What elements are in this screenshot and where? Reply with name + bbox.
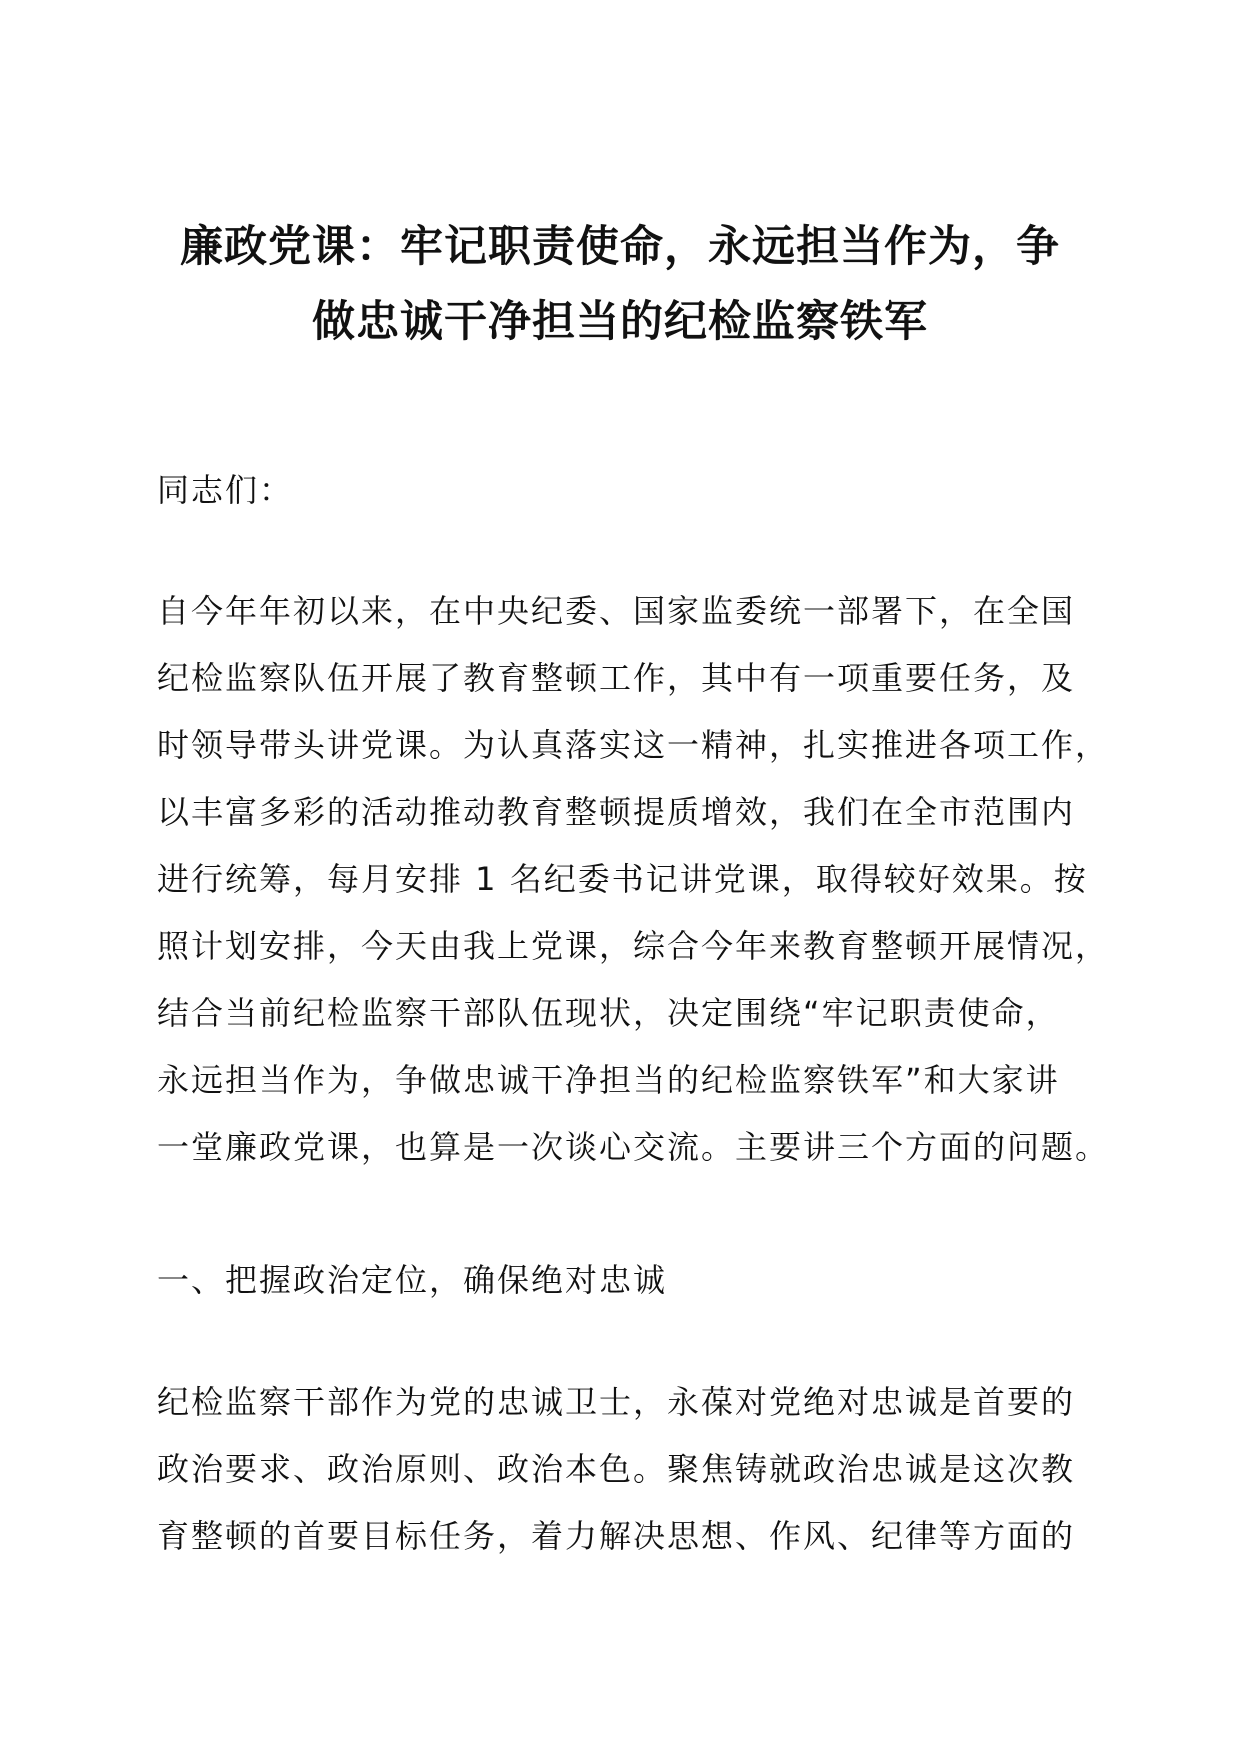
paragraph-line: 纪检监察干部作为党的忠诚卫士，永葆对党绝对忠诚是首要的 <box>157 1383 1076 1421</box>
section-heading-1: 一、把握政治定位，确保绝对忠诚 <box>157 1261 668 1299</box>
paragraph-intro <box>157 578 1110 1181</box>
paragraph-line: 结合当前纪检监察干部队伍现状，决定围绕“牢记职责使命， <box>157 994 1060 1032</box>
paragraph-line: 育整顿的首要目标任务，着力解决思想、作风、纪律等方面的 <box>157 1517 1076 1555</box>
paragraph-line: 永远担当作为，争做忠诚干净担当的纪检监察铁军”和大家讲 <box>157 1061 1060 1099</box>
paragraph-line: 一堂廉政党课，也算是一次谈心交流。主要讲三个方面的问题。 <box>157 1128 1110 1166</box>
title-line-2: 做忠诚干净担当的纪检监察铁军 <box>312 297 928 347</box>
title-line-1: 廉政党课：牢记职责使命，永远担当作为，争 <box>180 222 1060 272</box>
paragraph-line: 时领导带头讲党课。为认真落实这一精神，扎实推进各项工作， <box>157 726 1110 764</box>
paragraph-line: 进行统筹，每月安排 1 名纪委书记讲党课，取得较好效果。按 <box>157 860 1088 898</box>
greeting: 同志们： <box>157 471 294 509</box>
document-title <box>150 210 1090 360</box>
paragraph-line: 以丰富多彩的活动推动教育整顿提质增效，我们在全市范围内 <box>157 793 1076 831</box>
paragraph-line: 政治要求、政治原则、政治本色。聚焦铸就政治忠诚是这次教 <box>157 1450 1076 1488</box>
paragraph-section-1 <box>157 1369 1087 1570</box>
paragraph-line: 自今年年初以来，在中央纪委、国家监委统一部署下，在全国 <box>157 592 1076 630</box>
paragraph-line: 照计划安排，今天由我上党课，综合今年来教育整顿开展情况， <box>157 927 1110 965</box>
paragraph-line: 纪检监察队伍开展了教育整顿工作，其中有一项重要任务，及 <box>157 659 1076 697</box>
